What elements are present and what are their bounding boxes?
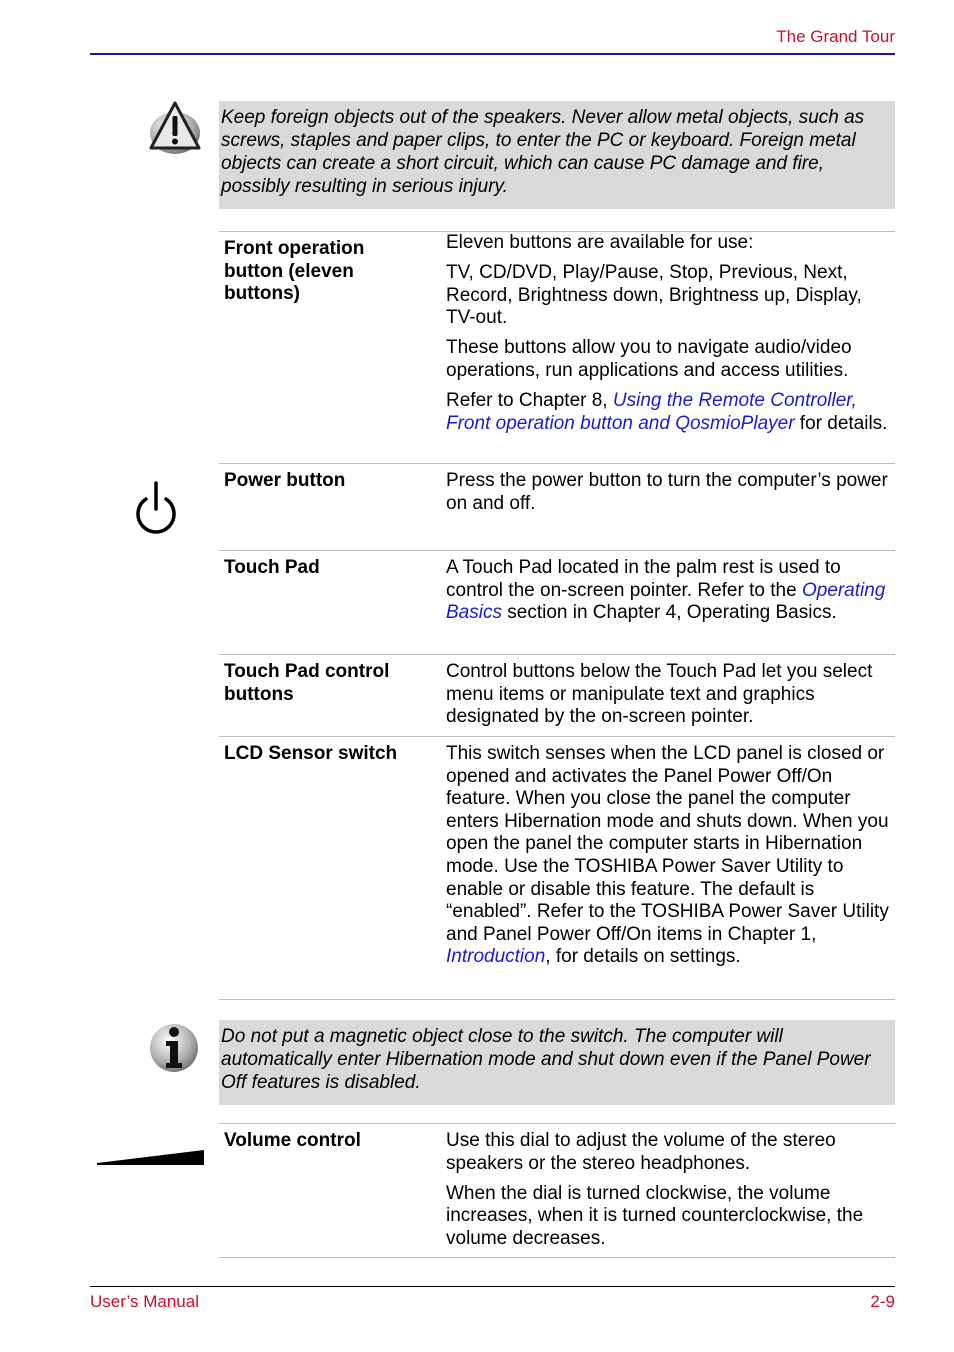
desc-paragraph: When the dial is turned clockwise, the volume increases, when it is turned counterclockwise, the volume decreases. [446,1182,864,1249]
volume-wedge-icon [97,1148,205,1171]
row-description [446,743,891,976]
row-label: LCD Sensor switch [224,743,398,764]
footer-manual-title: User’s Manual [90,1292,199,1311]
desc-paragraph: TV, CD/DVD, Play/Pause, Stop, Previous, Next, Record, Brightness down, Brightness up, Display, TV-out. [446,262,862,329]
row-label: Touch Pad [224,557,320,578]
table-row-lcd-sensor-switch [219,736,895,1000]
desc-text: This switch senses when the LCD panel is closed or opened and activates the Panel Power Off/On feature. When you close the panel the computer enters Hibernation mode and shuts down. When you open the panel the computer starts in Hibernation mode. Use the TOSHIBA Power Saver Utility to enable or disable this feature. The default is “enabled”. Refer to the TOSHIBA Power Saver Utility and Panel Power Off/On items in Chapter 1, [446,743,889,945]
desc-text: A Touch Pad located in the palm rest is used to control the on-screen pointer. Refer to the [446,557,841,601]
table-row-volume-control [219,1123,895,1258]
footer-rule [90,1286,895,1287]
warning-note-text: Keep foreign objects out of the speakers. Never allow metal objects, such as screws, staples and paper clips, to enter the PC or keyboard. Foreign metal objects can create a short circuit, which can cause PC damage and fire, possibly resulting in serious injury. [221,107,865,197]
table-row-touch-pad-control-buttons [219,654,895,737]
header-rule [90,53,895,55]
row-label: Power button [224,470,346,491]
desc-text: section in Chapter 4, Operating Basics. [501,602,837,624]
row-description [446,661,891,736]
info-icon [148,1021,200,1080]
cross-reference-link[interactable]: Operating Basics [446,579,886,624]
desc-text: for details. [794,412,888,434]
header-title: The Grand Tour [776,27,895,46]
row-label: Front operation button (eleven buttons) [224,238,365,305]
page-number: 2-9 [870,1292,895,1311]
table-row-power-button [219,463,895,551]
row-description [446,557,891,632]
desc-paragraph: Control buttons below the Touch Pad let you select menu items or manipulate text and graphics designated by the on-screen pointer. [446,661,873,728]
row-description [446,232,891,443]
desc-paragraph [446,390,891,435]
table-row-touch-pad [219,550,895,655]
desc-text: , for details on settings. [545,946,741,968]
desc-text: Refer to Chapter 8, [446,390,613,412]
desc-paragraph: Use this dial to adjust the volume of the stereo speakers or the stereo headphones. [446,1130,836,1174]
table-row-front-operation-button [219,231,895,464]
info-note [219,1020,895,1105]
desc-paragraph [446,557,891,625]
info-note-text: Do not put a magnetic object close to the switch. The computer will automatically enter Hibernation mode and shut down even if the Panel Power Off features is disabled. [221,1026,871,1093]
row-description [446,1130,891,1258]
cross-reference-link[interactable]: Using the Remote Controller, Front operation button and QosmioPlayer [446,390,857,434]
row-label: Touch Pad control buttons [224,661,390,705]
warning-triangle-icon [148,100,202,161]
warning-note [219,101,895,209]
desc-paragraph: Eleven buttons are available for use: [446,232,754,253]
row-description [446,470,891,523]
power-icon [133,481,179,542]
cross-reference-link[interactable]: Introduction [446,946,546,968]
desc-paragraph: These buttons allow you to navigate audio/video operations, run applications and access utilities. [446,337,852,381]
row-label: Volume control [224,1130,361,1151]
desc-paragraph: Press the power button to turn the computer’s power on and off. [446,470,888,514]
desc-paragraph [446,743,891,969]
